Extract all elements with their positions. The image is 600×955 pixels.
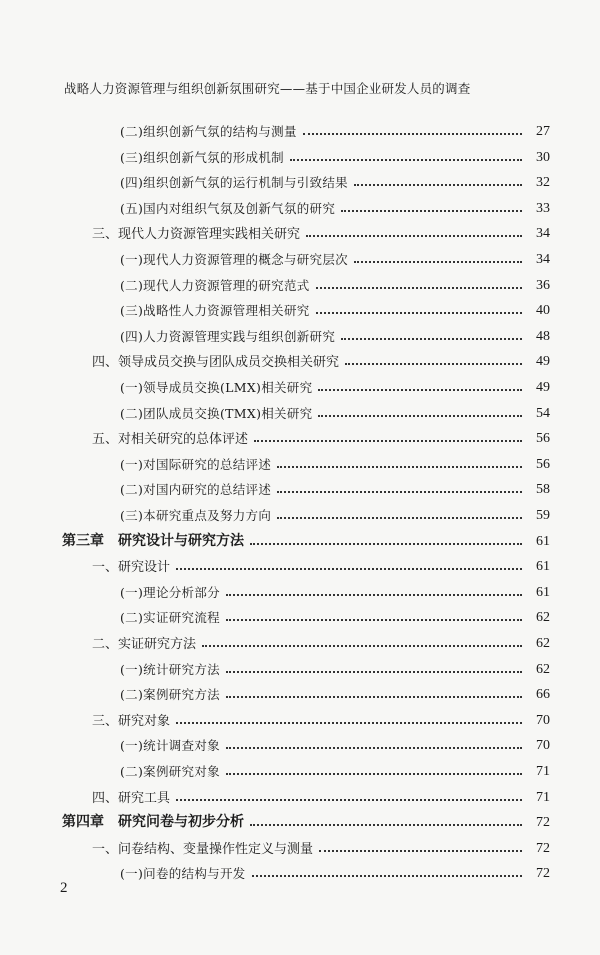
toc-entry-title: (一)对国际研究的总结评述 <box>120 456 272 472</box>
toc-entry-page: 72 <box>536 866 550 882</box>
dot-leader <box>226 594 522 596</box>
toc-entry-page: 40 <box>536 303 550 319</box>
dot-leader <box>318 389 522 391</box>
toc-entry-title: 一、研究设计 <box>92 560 171 576</box>
dot-leader <box>226 747 522 749</box>
toc-entry[interactable] <box>0 833 600 857</box>
toc-entry[interactable] <box>0 346 600 370</box>
toc-entry-page: 62 <box>536 636 550 651</box>
dot-leader <box>341 338 522 340</box>
dot-leader <box>250 824 522 826</box>
toc-entry-page: 59 <box>536 508 550 523</box>
toc-entry[interactable] <box>0 551 600 575</box>
toc-entry[interactable] <box>0 782 600 806</box>
toc-entry[interactable] <box>0 679 600 703</box>
toc-entry-page: 49 <box>536 354 550 370</box>
dot-leader <box>226 773 522 775</box>
toc-entry-title: (二)现代人力资源管理的研究范式 <box>120 277 310 293</box>
dot-leader <box>341 210 522 212</box>
toc-entry-page: 61 <box>536 584 550 600</box>
toc-entry[interactable] <box>0 449 600 473</box>
dot-leader <box>316 312 522 314</box>
toc-entry[interactable] <box>0 270 600 294</box>
toc-entry[interactable] <box>0 858 600 882</box>
dot-leader <box>316 287 522 289</box>
toc-entry-title: (四)人力资源管理实践与组织创新研究 <box>120 328 336 344</box>
toc-entry[interactable] <box>0 654 600 678</box>
dot-leader <box>354 261 522 263</box>
toc-entry-page: 58 <box>536 482 550 498</box>
dot-leader <box>290 159 522 161</box>
toc-entry[interactable] <box>0 116 600 140</box>
toc-entry-page: 30 <box>536 149 550 165</box>
toc-entry-page: 34 <box>536 226 550 242</box>
dot-leader <box>176 722 522 724</box>
toc-entry-title: (一)现代人力资源管理的概念与研究层次 <box>120 252 348 267</box>
dot-leader <box>319 850 522 852</box>
toc-entry[interactable] <box>0 142 600 166</box>
toc-entry[interactable] <box>0 628 600 652</box>
toc-entry[interactable] <box>0 705 600 729</box>
dot-leader <box>202 645 522 647</box>
toc-entry[interactable] <box>0 218 600 242</box>
dot-leader <box>176 568 522 570</box>
dot-leader <box>176 799 522 801</box>
toc-entry-page: 72 <box>536 840 550 856</box>
toc-entry-page: 33 <box>536 200 550 216</box>
toc-entry-page: 27 <box>536 124 550 139</box>
toc-entry[interactable] <box>0 577 600 601</box>
toc-entry-page: 36 <box>536 277 550 293</box>
page-number: 2 <box>60 880 68 896</box>
toc-entry[interactable] <box>0 474 600 498</box>
dot-leader <box>226 619 522 621</box>
toc-entry-title: 二、实证研究方法 <box>92 637 197 652</box>
toc-entry[interactable] <box>0 602 600 626</box>
toc-entry-page: 61 <box>536 559 550 575</box>
toc-entry-page: 72 <box>536 815 550 831</box>
dot-leader <box>252 875 522 877</box>
toc-entry[interactable] <box>0 372 600 396</box>
toc-entry-page: 70 <box>536 712 550 728</box>
toc-entry-title: 三、现代人力资源管理实践相关研究 <box>92 227 301 243</box>
toc-entry-page: 62 <box>536 610 550 626</box>
toc-entry-title: 一、问卷结构、变量操作性定义与测量 <box>92 841 314 857</box>
toc-entry-page: 71 <box>536 764 550 779</box>
toc-entry-page: 61 <box>536 533 550 549</box>
toc-entry-title: (二)案例研究对象 <box>120 764 220 779</box>
toc-entry-title: (二)团队成员交换(TMX)相关研究 <box>120 405 313 421</box>
dot-leader <box>226 696 522 698</box>
toc-entry[interactable] <box>0 193 600 217</box>
toc-entry-page: 62 <box>536 661 550 677</box>
toc-entry-title: (一)问卷的结构与开发 <box>120 866 246 882</box>
toc-entry[interactable] <box>0 398 600 422</box>
toc-entry-title: (五)国内对组织气氛及创新气氛的研究 <box>120 200 336 216</box>
toc-entry-title: (一)理论分析部分 <box>120 584 220 600</box>
toc-entry[interactable] <box>0 807 600 831</box>
toc-entry-title: 三、研究对象 <box>92 713 171 729</box>
toc-entry[interactable] <box>0 244 600 268</box>
toc-entry-page: 49 <box>536 380 550 395</box>
toc-entry-page: 32 <box>536 175 550 191</box>
dot-leader <box>277 466 522 468</box>
dot-leader <box>354 184 522 186</box>
toc-entry-title: (一)领导成员交换(LMX)相关研究 <box>120 380 313 395</box>
dot-leader <box>226 671 522 673</box>
toc-entry-page: 48 <box>536 328 550 344</box>
toc-entry-title: 四、研究工具 <box>92 790 171 806</box>
toc-entry-title: (三)战略性人力资源管理相关研究 <box>120 303 310 319</box>
toc-entry[interactable] <box>0 321 600 345</box>
toc-entry-title: (二)实证研究流程 <box>120 610 220 626</box>
dot-leader <box>277 491 522 493</box>
toc-entry-title: 四、领导成员交换与团队成员交换相关研究 <box>92 355 340 371</box>
toc-entry-page: 66 <box>536 687 550 703</box>
toc-entry[interactable] <box>0 295 600 319</box>
toc-entry-title: (二)对国内研究的总结评述 <box>120 482 272 498</box>
toc-entry-title: (三)本研究重点及努力方向 <box>120 508 272 523</box>
toc-entry-title: (二)组织创新气氛的结构与测量 <box>120 124 297 139</box>
toc-entry-page: 54 <box>536 405 550 421</box>
toc-entry[interactable] <box>0 167 600 191</box>
toc-entry-page: 34 <box>536 252 550 267</box>
toc-entry-title: (三)组织创新气氛的形成机制 <box>120 149 284 165</box>
toc-entry-title: (一)统计调查对象 <box>120 738 220 754</box>
toc-entry-page: 56 <box>536 456 550 472</box>
dot-leader <box>306 235 522 237</box>
dot-leader <box>254 440 522 442</box>
running-head: 战略人力资源管理与组织创新氛围研究——基于中国企业研发人员的调查 <box>64 81 471 96</box>
toc-entry-page: 71 <box>536 789 550 805</box>
toc-entry[interactable] <box>0 756 600 780</box>
toc-entry-title: (一)统计研究方法 <box>120 661 220 677</box>
toc-entry-page: 70 <box>536 738 550 754</box>
toc-entry-title: 第四章 研究问卷与初步分析 <box>62 814 244 831</box>
dot-leader <box>250 543 522 545</box>
dot-leader <box>318 415 522 417</box>
toc-entry[interactable] <box>0 500 600 524</box>
toc-entry-title: 五、对相关研究的总体评述 <box>92 432 249 448</box>
toc-entry[interactable] <box>0 526 600 550</box>
toc-entry-title: (二)案例研究方法 <box>120 687 220 703</box>
toc-entry[interactable] <box>0 423 600 447</box>
toc-entry-title: 第三章 研究设计与研究方法 <box>62 532 244 549</box>
toc-entry-title: (四)组织创新气氛的运行机制与引致结果 <box>120 175 348 191</box>
dot-leader <box>303 133 522 135</box>
dot-leader <box>345 363 522 365</box>
toc-entry[interactable] <box>0 730 600 754</box>
toc-entry-page: 56 <box>536 431 550 447</box>
dot-leader <box>277 517 522 519</box>
